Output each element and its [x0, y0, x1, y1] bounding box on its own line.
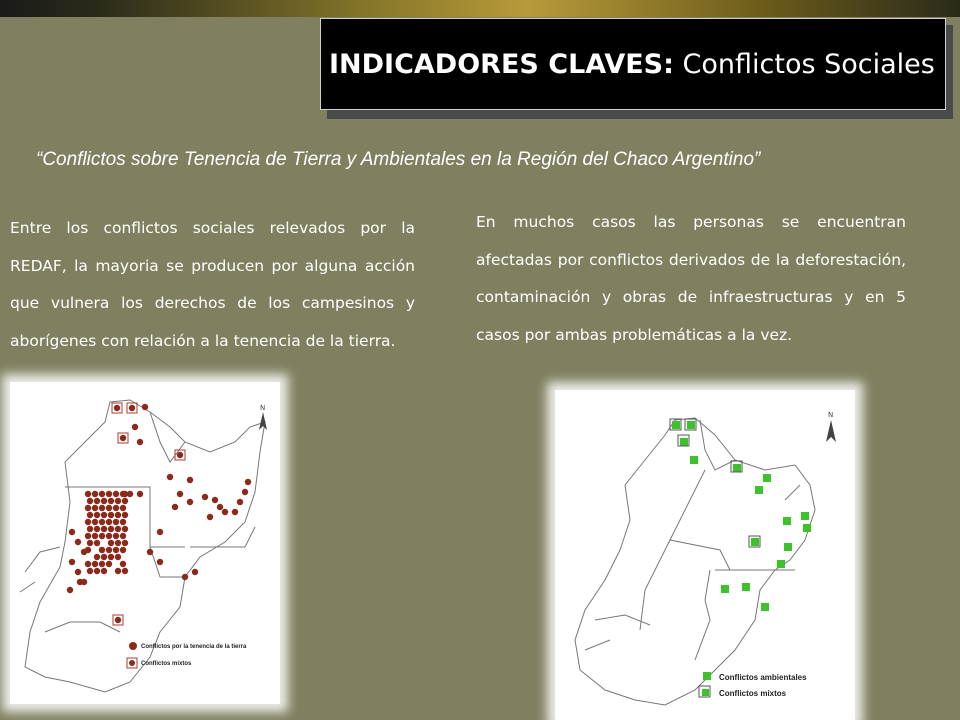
- land-conflict-marker: [85, 491, 91, 497]
- land-conflict-marker: [177, 452, 183, 458]
- land-conflict-marker: [101, 526, 107, 532]
- land-conflict-marker: [81, 549, 87, 555]
- land-conflict-marker: [122, 491, 128, 497]
- land-conflict-marker: [202, 494, 208, 500]
- land-conflict-marker: [92, 491, 98, 497]
- land-conflict-marker: [92, 519, 98, 525]
- subtitle-quote: “Conflictos sobre Tenencia de Tierra y Ambientales en la Región del Chaco Argentino”: [36, 149, 761, 170]
- environmental-conflict-marker: [721, 585, 729, 593]
- land-conflict-marker: [192, 569, 198, 575]
- environmental-conflict-marker: [783, 517, 791, 525]
- land-conflict-marker: [115, 498, 121, 504]
- land-conflict-marker: [94, 512, 100, 518]
- land-conflict-marker: [120, 547, 126, 553]
- land-conflict-marker: [69, 529, 75, 535]
- environmental-conflict-marker: [784, 543, 792, 551]
- land-conflict-marker: [87, 540, 93, 546]
- land-conflict-marker: [99, 519, 105, 525]
- land-conflict-marker: [122, 540, 128, 546]
- land-conflict-marker: [94, 554, 100, 560]
- land-conflict-marker: [101, 554, 107, 560]
- land-conflict-marker: [69, 559, 75, 565]
- land-conflict-marker: [120, 505, 126, 511]
- environmental-conflict-marker: [690, 456, 698, 464]
- land-conflict-marker: [67, 587, 73, 593]
- land-conflict-marker: [101, 568, 107, 574]
- land-conflict-marker: [137, 491, 143, 497]
- environmental-conflict-marker: [763, 474, 771, 482]
- land-conflict-marker: [106, 505, 112, 511]
- land-tenure-conflicts-map: [10, 382, 280, 704]
- land-conflict-marker: [237, 499, 243, 505]
- land-conflict-marker: [92, 533, 98, 539]
- land-conflict-marker: [99, 533, 105, 539]
- legend-environmental: Conflictos ambientales: [719, 673, 807, 682]
- left-paragraph: Entre los conflictos sociales relevados por la REDAF, la mayoria se producen por alguna acción que vulnera los derechos de los campesinos y aborígenes con relación a la tenencia de la tierra.: [10, 219, 415, 350]
- land-conflict-marker: [232, 509, 238, 515]
- land-conflict-marker: [87, 498, 93, 504]
- land-conflict-marker: [222, 509, 228, 515]
- land-conflict-marker: [92, 505, 98, 511]
- environmental-conflict-marker: [777, 560, 785, 568]
- environmental-conflict-marker: [733, 464, 741, 472]
- north-arrow-icon: [259, 404, 267, 430]
- land-conflict-marker: [129, 405, 135, 411]
- north-label: N: [828, 411, 834, 419]
- land-conflict-marker: [75, 569, 81, 575]
- environmental-conflict-marker: [755, 486, 763, 494]
- land-conflict-marker: [217, 504, 223, 510]
- land-conflict-marker: [132, 424, 138, 430]
- land-conflict-marker: [99, 505, 105, 511]
- land-conflict-marker: [108, 526, 114, 532]
- land-conflict-marker: [207, 514, 213, 520]
- land-conflict-marker: [77, 579, 83, 585]
- land-conflict-marker: [106, 519, 112, 525]
- land-conflict-marker: [122, 498, 128, 504]
- land-conflict-marker: [120, 561, 126, 567]
- land-conflict-marker: [94, 540, 100, 546]
- environmental-conflict-marker: [680, 438, 688, 446]
- land-conflict-marker: [85, 519, 91, 525]
- environmental-conflict-marker: [672, 421, 680, 429]
- land-conflict-marker: [87, 512, 93, 518]
- land-conflict-marker: [115, 526, 121, 532]
- land-conflict-marker: [115, 512, 121, 518]
- land-conflict-marker: [115, 568, 121, 574]
- land-conflict-marker: [87, 526, 93, 532]
- land-conflict-marker: [75, 539, 81, 545]
- title-bold: INDICADORES CLAVES:: [329, 48, 674, 80]
- land-conflict-marker: [137, 439, 143, 445]
- land-conflict-marker: [101, 498, 107, 504]
- legend-mixed: Conflictos mixtos: [141, 661, 192, 667]
- top-decor-bar: [0, 0, 960, 17]
- land-conflict-marker: [157, 559, 163, 565]
- land-conflict-marker: [113, 547, 119, 553]
- land-conflict-marker: [122, 568, 128, 574]
- land-conflict-marker: [114, 405, 120, 411]
- land-conflict-marker: [99, 547, 105, 553]
- legend-mixed: Conflictos mixtos: [719, 689, 787, 698]
- environmental-conflict-marker: [803, 524, 811, 532]
- land-conflict-marker: [85, 505, 91, 511]
- right-paragraph: En muchos casos las personas se encuentran afectadas por conflictos derivados de la deforestación, contaminación y obras de infraestructuras y en 5 casos por ambas problemáticas a la vez.: [476, 213, 906, 344]
- land-conflict-marker: [87, 568, 93, 574]
- map-left-svg: [10, 382, 280, 704]
- land-conflict-marker: [106, 561, 112, 567]
- land-conflict-marker: [115, 617, 121, 623]
- environmental-conflicts-map: [555, 390, 855, 720]
- land-conflict-marker: [142, 404, 148, 410]
- land-conflict-marker: [187, 499, 193, 505]
- legend-land-tenure: Conflictos por la tenencia de la tierra: [141, 644, 247, 650]
- north-label: N: [260, 404, 266, 412]
- environmental-conflict-marker: [751, 538, 759, 546]
- title-rest: Conflictos Sociales: [682, 48, 935, 80]
- land-conflict-marker: [157, 529, 163, 535]
- land-conflict-marker: [115, 540, 121, 546]
- land-conflict-marker: [177, 491, 183, 497]
- land-conflict-marker: [108, 540, 114, 546]
- land-conflict-marker: [182, 574, 188, 580]
- land-conflict-marker: [92, 561, 98, 567]
- land-conflict-marker: [245, 479, 251, 485]
- environmental-conflict-marker: [742, 583, 750, 591]
- land-conflict-marker: [106, 491, 112, 497]
- map-right-svg: [555, 390, 855, 720]
- land-conflict-marker: [172, 504, 178, 510]
- land-conflict-marker: [94, 498, 100, 504]
- environmental-conflict-marker: [801, 512, 809, 520]
- land-conflict-marker: [99, 561, 105, 567]
- land-conflict-marker: [85, 533, 91, 539]
- land-conflict-marker: [120, 533, 126, 539]
- land-conflict-marker: [108, 512, 114, 518]
- land-conflict-marker: [99, 491, 105, 497]
- land-conflict-marker: [106, 533, 112, 539]
- land-conflict-marker: [147, 549, 153, 555]
- north-arrow-icon: [826, 411, 836, 442]
- land-conflict-marker: [108, 498, 114, 504]
- environmental-conflict-marker: [761, 603, 769, 611]
- land-conflict-marker: [113, 519, 119, 525]
- land-conflict-marker: [122, 526, 128, 532]
- land-conflict-marker: [187, 477, 193, 483]
- land-conflict-marker: [212, 497, 218, 503]
- land-conflict-marker: [94, 568, 100, 574]
- land-conflict-marker: [108, 554, 114, 560]
- environmental-conflict-marker: [687, 421, 695, 429]
- land-conflict-marker: [122, 512, 128, 518]
- land-conflict-marker: [106, 547, 112, 553]
- land-conflict-marker: [120, 519, 126, 525]
- land-conflict-marker: [113, 505, 119, 511]
- land-conflict-marker: [85, 561, 91, 567]
- land-conflict-marker: [115, 554, 121, 560]
- land-conflict-marker: [120, 435, 126, 441]
- land-conflict-marker: [242, 489, 248, 495]
- land-conflict-marker: [94, 526, 100, 532]
- land-conflict-marker: [113, 533, 119, 539]
- land-conflict-marker: [113, 491, 119, 497]
- land-conflict-marker: [101, 512, 107, 518]
- title-banner: [320, 18, 946, 110]
- land-conflict-marker: [167, 474, 173, 480]
